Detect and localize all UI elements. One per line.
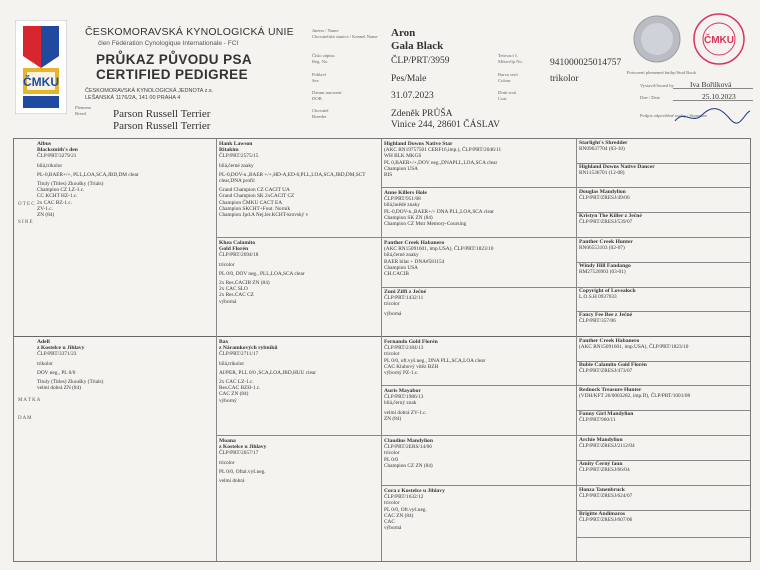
great-grandparent-cell-line: (AKC RN15091601, imp.USA), ČLP/PRT/1823/10 (384, 246, 494, 253)
great-grandparent-cell-line: WH BLK MKGS (384, 153, 422, 160)
dam-sire-cell-line: z Náramkových rybníků (219, 345, 278, 352)
dam-cell-line: z Kostelce u Jihlavy (37, 345, 85, 352)
issued-by-label: Vystavil/Issued by (640, 83, 674, 88)
breed-line-2: Parson Russell Terrier (113, 120, 211, 132)
sire-dam-cell (219, 240, 377, 334)
dam-cell-line: velmi dobrá ZN (84) (37, 385, 81, 392)
dam-cell (37, 339, 212, 529)
great-grandparent-cell-line: velmi dobrá ZV-1.c. (384, 409, 427, 416)
sire-sire-cell-line: Champion ČMKU CACT EA (219, 199, 283, 206)
gg-grandparent-cell-line: Windy Hill Fandango (579, 263, 631, 269)
breeder-label: Chovatel Breeder (312, 108, 329, 119)
svg-text:ČMKU: ČMKU (23, 75, 59, 89)
coat-label: Druh srsti Coat (498, 90, 517, 101)
great-grandparent-cell-line: CAC Klubový vítěz BZH (384, 363, 439, 370)
gg-grandparent-cell (579, 189, 747, 210)
gg-grandparent-cell-line: RM27526903 (03-01) (579, 269, 626, 276)
dam-dam-cell-line: velmi dobrá (219, 478, 245, 485)
dog-reg: ČLP/PRT/3959 (391, 56, 450, 66)
great-grandparent-cell-line: CAC (384, 519, 395, 526)
great-grandparent-cell-line: Panther Creek Habanero (384, 240, 445, 246)
great-grandparent-cell-line: ČLP/PRT/1432/11 (384, 295, 424, 302)
sire-sire-cell-line: Hank Lawson (219, 141, 253, 147)
issued-by-line (673, 88, 753, 89)
reg-label: Číslo zápisu Reg. No. (312, 53, 335, 64)
great-grandparent-cell-line: Cora z Kostelce u Jihlavy (384, 488, 445, 494)
great-grandparent-cell-line: bílá,hnědé znaky (384, 202, 420, 209)
breed-line-1: Parson Russell Terrier (113, 108, 211, 120)
sire-sire-cell-line: Ritakim (219, 147, 239, 154)
sire-dam-cell-line: 2x Res.CAC CZ (219, 292, 254, 299)
gg-grandparent-cell (579, 387, 747, 408)
gg-grandparent-cell (579, 263, 747, 285)
gg-grandparent-cell (579, 312, 747, 335)
great-grandparent-cell-line: Champion USA (384, 264, 418, 271)
gg-grandparent-cell-line: Honza Tanenbruck (579, 487, 625, 493)
gg-grandparent-cell-line: Panther Creek Habanero (579, 338, 640, 344)
gg-grandparent-cell-line: Bubie Calamito Gold Florén (579, 362, 647, 368)
gg-grandparent-cell (579, 511, 747, 535)
sire-sire-cell-line: Grand Champion SK 2xCACIT CZ (219, 193, 295, 200)
dam-sire-cell-line: CAC ZN (84) (219, 391, 249, 398)
gg-grandparent-cell-line: ČLP/PRT/ZRESJ/66/04 (579, 467, 630, 474)
dam-side-label: M A T K A D A M (18, 398, 41, 421)
dog-color: trikolor (550, 74, 579, 84)
great-grandparent-cell-line: Champion CZ ZN (84) (384, 462, 433, 469)
sire-sire-cell (219, 141, 377, 235)
sire-cell-line: CC KCHT HZ-1.c. (37, 193, 78, 200)
gg-grandparent-cell (579, 362, 747, 384)
union-name: ČESKOMORAVSKÁ KYNOLOGICKÁ JEDNOTA z.s. (85, 88, 214, 94)
gg-grandparent-cell-line: Fancy Fee Bee z Ječné (579, 312, 633, 318)
great-grandparent-cell-line: Champion CZ Mstr Memory-Coursing (384, 221, 467, 228)
name-label: Jméno / Name Chovatelská stanice / Kennel Name (312, 28, 378, 39)
gg-grandparent-cell-line: ČLP/PRT/ZRESJ/624/07 (579, 493, 633, 500)
gg-grandparent-cell-line: (AKC RN15091601, imp.USA), ČLP/PRT/1823/10 (579, 344, 689, 351)
union-address: LEŠANSKÁ 1176/2A, 141 00 PRAHA 4 (85, 95, 181, 101)
sire-cell-line: 2x CAC BZ-1.c. (37, 199, 73, 206)
color-label: Barva srsti Colour (498, 72, 518, 83)
signature-label: Podpis odpovědné osoby / Signature (640, 113, 708, 118)
great-grandparent-cell-line: bílá,černé znaky (384, 252, 419, 259)
sire-cell-line: ČLP/PRT/3279/21 (37, 153, 77, 160)
sire-dam-cell-line: Khea Calamito (219, 240, 256, 246)
great-grandparent-cell-line: BAER bilat + DNA#581154 (384, 258, 445, 265)
gg-grandparent-cell (579, 437, 747, 458)
cmku-logo (15, 20, 67, 114)
gg-grandparent-cell-line: Starlight's Shredder (579, 140, 628, 146)
great-grandparent-cell-line: výborná (384, 525, 402, 532)
gg-grandparent-cell (579, 288, 747, 309)
dob-label: Datum narození DOB (312, 90, 342, 101)
studbook-stamp (692, 12, 746, 66)
great-grandparent-cell-line: Zuni Ziffi z Ječné (384, 289, 427, 295)
great-grandparent-cell-line: ČLP/PRT/2ERS/14/06 (384, 444, 432, 451)
sire-cell-line: Albus (37, 141, 51, 147)
gg-grandparent-cell (579, 487, 747, 508)
hologram-seal (633, 15, 681, 63)
gg-grandparent-cell (579, 140, 747, 161)
great-grandparent-cell-line: ČLP/PRT/1986/13 (384, 394, 424, 401)
gg-grandparent-cell-line: ČLP/PRT/ZRESJ/539/07 (579, 219, 633, 226)
chip-label: Tetovací č. Mikročip No. (498, 53, 524, 64)
great-grandparent-cell-line: výborný PZ-1.c. (384, 370, 419, 377)
great-grandparent-cell-line: Claudius Mandylion (384, 438, 433, 444)
dam-dam-cell-line: ČLP/PRT/2657/17 (219, 450, 259, 457)
great-grandparent-cell-line: ČLP/PRT/951/08 (384, 196, 421, 203)
sire-cell-line: ZN (84) (37, 212, 55, 219)
dam-cell-line: Adell (37, 339, 50, 345)
breed-label: Plemeno Breed (75, 105, 92, 116)
great-grandparent-cell-line: ČLP/PRT/1632/12 (384, 494, 424, 501)
gg-grandparent-cell-line: Panther Creek Hunter (579, 239, 633, 245)
dog-sex: Pes/Male (391, 74, 427, 84)
sire-cell-line: Champion CZ LZ-1.c. (37, 187, 85, 194)
dam-cell-line: Tituly (Titles) Zkoušky (Trials) (37, 379, 104, 386)
sire-sire-cell-line: Grand Champion CZ CACIT UA (219, 187, 290, 194)
sire-cell-line: ZV-1.c. (37, 205, 53, 212)
dam-cell-line: DOV neg., PL 0/0 (37, 369, 76, 376)
great-grandparent-cell-line: Highland Downs Native Star (384, 141, 453, 147)
gg-grandparent-cell-line: ČLP/PRT/357/06 (579, 318, 616, 325)
sire-sire-cell-line: Champion Jpd.A Nej.ler.KCHT-krovský v (219, 212, 309, 219)
great-grandparent-cell-line: PL 0/0, Oft.vyš.neg. (384, 506, 427, 513)
sire-dam-cell-line: tricolor (219, 261, 235, 268)
gg-grandparent-cell-line: Amity Černý faun (579, 461, 623, 467)
gg-grandparent-cell-line: Brigitte Andimaros (579, 511, 626, 517)
org-fci: člen Fédération Cynologique Internationale - FCI (98, 40, 239, 47)
great-grandparent-cell-line: tricolor (384, 500, 400, 507)
great-grandparent-cell-line: tricolor (384, 301, 400, 308)
great-grandparent-cell (384, 141, 572, 186)
great-grandparent-cell-line: Fernando Gold Florén (384, 339, 438, 345)
dam-dam-cell-line: tricolor (219, 459, 235, 466)
gg-grandparent-cell-line: Douglas Mandylion (579, 189, 626, 195)
great-grandparent-cell-line: bílá,černý znak (384, 400, 417, 407)
great-grandparent-cell-line: PL 0/0 (384, 456, 399, 463)
dam-sire-cell-line: AI/PER, PLL 0/0 ,SCA,LOA,JBD,HUU clear (219, 369, 317, 376)
sire-cell-line: Tituly (Titles) Zkoušky (Trials) (37, 181, 104, 188)
gg-grandparent-cell (579, 461, 747, 484)
dog-name: Aron (391, 27, 416, 39)
great-grandparent-cell-line: Champion USA (384, 165, 418, 172)
gg-grandparent-cell-line: ČLP/PRT/ZRESJ/49/06 (579, 195, 630, 202)
great-grandparent-cell-line: ZN (84) (384, 415, 402, 422)
issue-date: 25.10.2023 (702, 92, 736, 101)
gg-grandparent-cell-line: ČLP/PRT/ZRESJ/2112/04 (579, 443, 635, 450)
great-grandparent-cell-line: Auris Mayabor (384, 388, 421, 394)
sire-cell-line: Blacksmith's den (37, 147, 78, 154)
sire-dam-cell-line: 2x CAC SLO (219, 286, 248, 293)
great-grandparent-cell (384, 190, 572, 236)
dog-kennel: Gala Black (391, 40, 444, 52)
gg-grandparent-cell-line: Funny Girl Mandylion (579, 411, 634, 417)
gg-grandparent-cell-line: ČLP/PRT/ZRESJ/473/07 (579, 368, 633, 375)
gg-grandparent-cell (579, 213, 747, 236)
sire-dam-cell-line: ČLP/PRT/2694/18 (219, 252, 259, 259)
gg-grandparent-cell-line: Rednock Treasure Hunter (579, 387, 642, 393)
sire-sire-cell-line: PL-0,DOV-n.,BAER +/+,HD-A,ED-0,PLL,LOA,SCA,JBD,DM,SCT (219, 171, 366, 178)
great-grandparent-cell (384, 240, 572, 285)
sire-sire-cell-line: bílá,černé znaky (219, 162, 254, 169)
gg-grandparent-cell-line: RN06553103 (02-07) (579, 245, 625, 252)
great-grandparent-cell-line: tricolor (384, 450, 400, 457)
gg-grandparent-cell-line: L.O.S.H 0937033 (579, 294, 617, 301)
great-grandparent-cell-line: PL 0/0, oft.vyš.neg., DNA PLL,SCA,LOA clear (384, 357, 486, 364)
great-grandparent-cell-line: ČLP/PRT/2184/13 (384, 345, 424, 352)
great-grandparent-cell-line: tricolor (384, 351, 400, 358)
great-grandparent-cell-line: Champion SK ZN (84) (384, 214, 433, 221)
gg-grandparent-cell-line: Archie Mandylion (579, 437, 623, 443)
great-grandparent-cell-line: BIS (384, 172, 393, 179)
great-grandparent-cell (384, 289, 572, 335)
date-line (673, 100, 753, 101)
gg-grandparent-cell-line: Copyright of Lovealoch (579, 288, 636, 294)
sire-side-label: O T E C S I R E (18, 202, 35, 225)
great-grandparent-cell-line: Anne Killers Hole (384, 190, 427, 196)
gg-grandparent-cell-line: ČLP/PRT/960/11 (579, 417, 616, 424)
dam-sire-cell-line: výborný (219, 397, 237, 404)
sire-dam-cell-line: PL 0/0, DOV neg., PLL,LOA,SCA clear (219, 270, 305, 277)
great-grandparent-cell-line: CH.CACIB (384, 271, 409, 278)
gg-grandparent-cell (579, 411, 747, 434)
great-grandparent-cell (384, 488, 572, 560)
dam-dam-cell (219, 438, 377, 558)
svg-text:ČMKU: ČMKU (704, 35, 734, 46)
breeder-name: Zdeněk PRŮŠA (391, 109, 453, 119)
date-label: Dne / Date (640, 95, 660, 100)
great-grandparent-cell-line: PL 0,BAER+/+,DOV neg.,DNAPLL,LOA,SCA clear (384, 159, 498, 166)
signature (672, 105, 752, 127)
great-grandparent-cell-line: PL-0,DOV-n.,BAER+/+ DNA PLL,LOA,SCA clear (384, 208, 494, 215)
breeder-address: Vinice 244, 28601 ČÁSLAV (391, 120, 501, 130)
gg-grandparent-cell-line: (VDH/KFT 26/0003282, imp.D), ČLP/PRT/1001/08 (579, 393, 691, 400)
org-name: ČESKOMORAVSKÁ KYNOLOGICKÁ UNIE (85, 26, 294, 38)
sire-cell (37, 141, 212, 331)
dam-sire-cell-line: 2x CAC LZ-1.c. (219, 379, 254, 386)
great-grandparent-cell (384, 438, 572, 484)
issued-by: Iva Bořilková (690, 80, 732, 89)
dam-sire-cell-line: bílá,trikolor (219, 360, 245, 367)
dog-dob: 31.07.2023 (391, 91, 434, 101)
dam-dam-cell-line: PL 0/0, Oftal.vyš.neg. (219, 468, 266, 475)
sire-dam-cell-line: výborná (219, 298, 237, 305)
sire-dam-cell-line: 2x Res.CACIB ZN (84) (219, 280, 270, 287)
dam-sire-cell (219, 339, 377, 433)
gg-grandparent-cell-line: ČLP/PRT/ZRESJ/607/06 (579, 517, 633, 524)
dam-sire-cell-line: Bax (219, 339, 229, 345)
great-grandparent-cell-line: (AKC RN19757501 CERF16,imp.), ČLP/PRT/2046/11 (384, 147, 502, 154)
sire-sire-cell-line: ČLP/PRT/2575/15 (219, 153, 259, 160)
gg-grandparent-cell-line: Highland Downs Native Dancer (579, 164, 655, 170)
dam-dam-cell-line: Moana (219, 438, 236, 444)
sire-cell-line: bílá,trikolor (37, 162, 63, 169)
sex-label: Pohlaví Sex (312, 72, 327, 83)
sire-sire-cell-line: Champion SKCHT+Fout. Norník (219, 205, 291, 212)
gg-grandparent-cell-line: Kristyn The Killer z Ječné (579, 213, 642, 219)
great-grandparent-cell-line: CAC ZN (84) (384, 512, 414, 519)
gg-grandparent-cell-line: RN11536701 (12-08) (579, 170, 625, 177)
great-grandparent-cell (384, 388, 572, 434)
title-en: CERTIFIED PEDIGREE (96, 67, 248, 82)
dam-sire-cell-line: Res.CAC BZH-1.c. (219, 385, 261, 392)
gg-grandparent-cell-line: RN09637704 (03-10) (579, 146, 625, 153)
title-cz: PRŮKAZ PŮVODU PSA (96, 52, 253, 67)
sire-dam-cell-line: Gold Florén (219, 246, 249, 253)
dam-sire-cell-line: ČLP/PRT/2711/17 (219, 351, 259, 358)
studbook-label: Potvrzení plemenné knihy/Stud Book (627, 70, 697, 75)
gg-grandparent-cell (579, 239, 747, 260)
gg-grandparent-cell (579, 338, 747, 359)
dam-cell-line: trikolor (37, 360, 53, 367)
dog-chip: 941000025014757 (550, 58, 622, 68)
sire-cell-line: PL-0,BAER+/+, PLL,LOA,SCA,JBD,DM clear (37, 171, 139, 178)
dam-cell-line: ČLP/PRT/3371/23 (37, 351, 77, 358)
gg-grandparent-cell (579, 164, 747, 186)
sire-sire-cell-line: clear,DNA profil (219, 178, 255, 185)
great-grandparent-cell-line: výborná (384, 310, 402, 317)
dam-dam-cell-line: z Kostelce u Jihlavy (219, 444, 267, 451)
great-grandparent-cell (384, 339, 572, 384)
